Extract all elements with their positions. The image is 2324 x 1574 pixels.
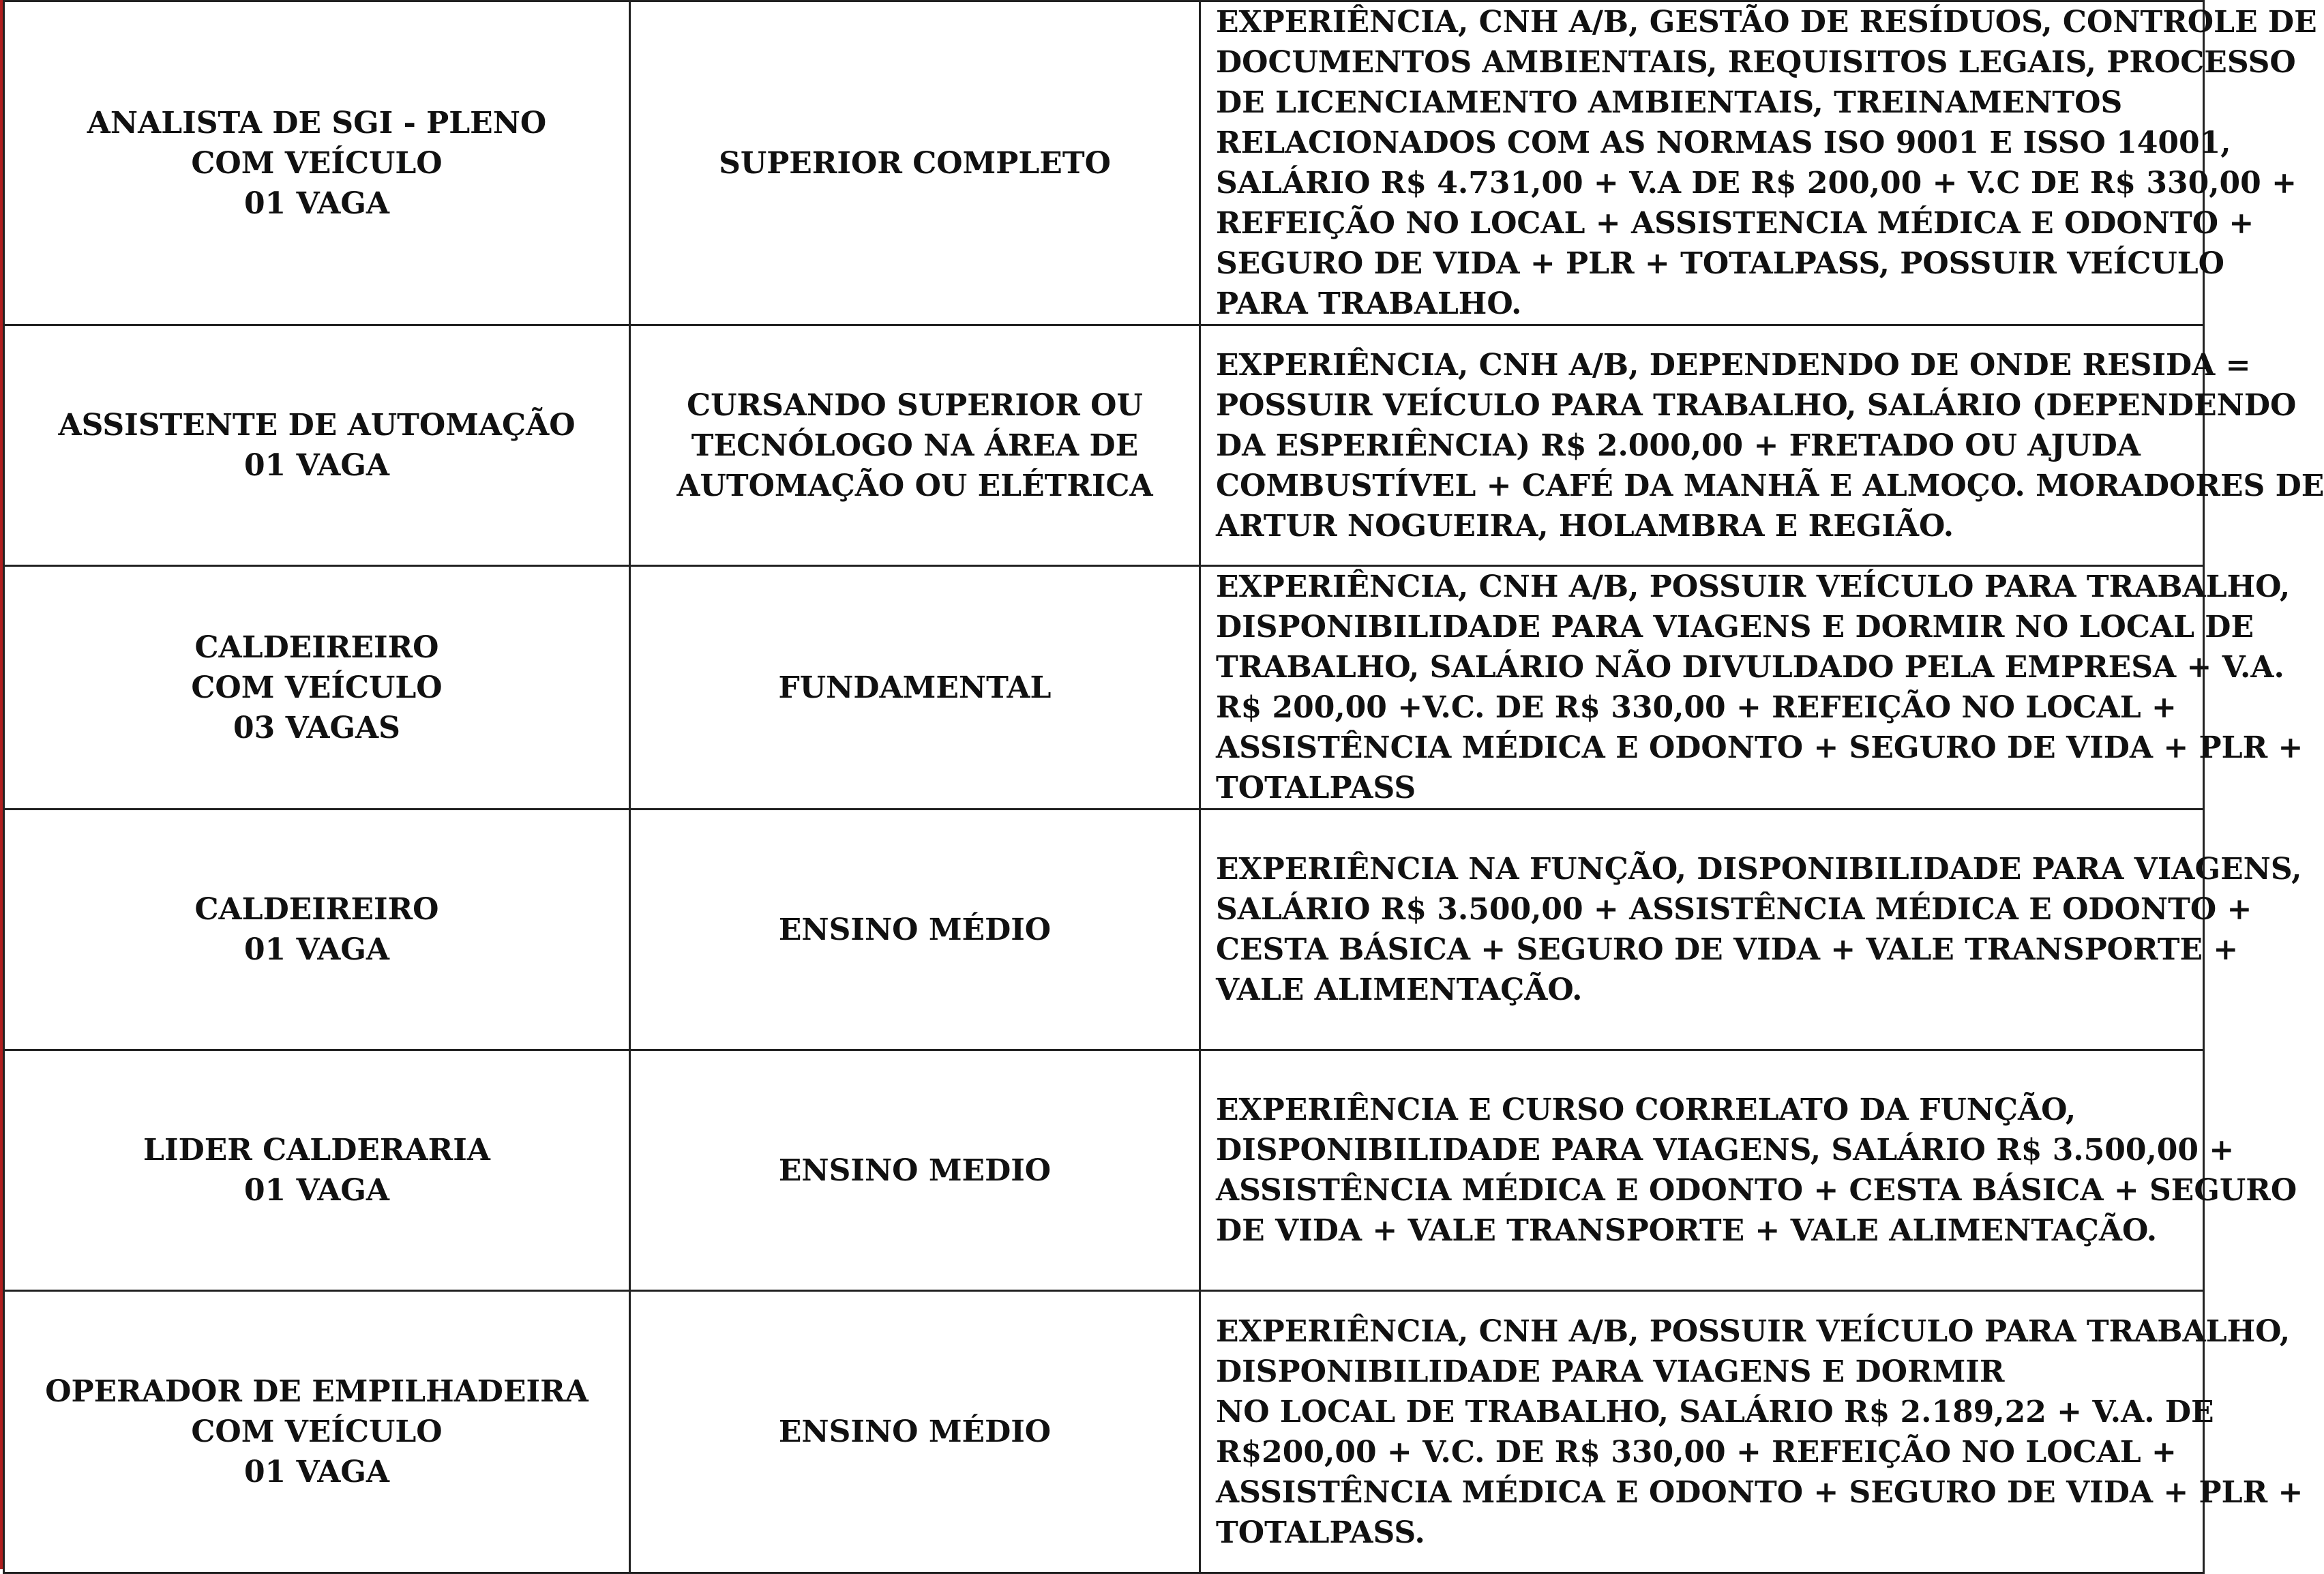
requirements-line: EXPERIÊNCIA, CNH A/B, POSSUIR VEÍCULO PARA TRABALHO,	[1216, 569, 2291, 604]
requirements-cell	[1200, 566, 2304, 810]
education-cell	[630, 325, 1200, 566]
education-cell	[630, 810, 1200, 1050]
job-title-line: 01 VAGA	[243, 1455, 390, 1489]
requirements-line: ARTUR NOGUEIRA, HOLAMBRA E REGIÃO.	[1216, 508, 1954, 544]
job-title-cell	[4, 810, 630, 1050]
requirements-line: ASSISTÊNCIA MÉDICA E ODONTO + CESTA BÁSICA + SEGURO	[1216, 1173, 2297, 1208]
requirements-line: SALÁRIO R$ 4.731,00 + V.A DE R$ 200,00 + V.C DE R$ 330,00 +	[1216, 166, 2297, 201]
requirements-line: EXPERIÊNCIA, CNH A/B, POSSUIR VEÍCULO PARA TRABALHO,	[1216, 1313, 2291, 1349]
job-title-line: COM VEÍCULO	[191, 670, 443, 705]
requirements-line: RELACIONADOS COM AS NORMAS ISO 9001 E ISSO 14001,	[1216, 125, 2231, 160]
requirements-line: R$200,00 + V.C. DE R$ 330,00 + REFEIÇÃO NO LOCAL +	[1216, 1434, 2177, 1470]
requirements-line: PARA TRABALHO.	[1216, 286, 1522, 321]
job-title-line: 03 VAGAS	[233, 710, 400, 745]
job-title-line: CALDEIREIRO	[194, 629, 439, 665]
job-title-cell	[4, 566, 630, 810]
education-line: ENSINO MEDIO	[778, 1153, 1052, 1188]
job-title-line: ANALISTA DE SGI - PLENO	[87, 105, 547, 140]
education-line: SUPERIOR COMPLETO	[719, 145, 1111, 181]
job-title-line: 01 VAGA	[243, 932, 390, 967]
job-title-line: ASSISTENTE DE AUTOMAÇÃO	[58, 408, 576, 443]
table-row	[4, 1, 2204, 325]
job-title-line: CALDEIREIRO	[194, 892, 439, 927]
job-title-line: OPERADOR DE EMPILHADEIRA	[45, 1374, 589, 1409]
job-title-line: LIDER CALDERARIA	[143, 1133, 490, 1168]
education-line: TECNÓLOGO NA ÁREA DE	[691, 428, 1139, 463]
education-line: ENSINO MÉDIO	[778, 912, 1052, 947]
job-title-line: COM VEÍCULO	[191, 145, 443, 181]
requirements-line: DA ESPERIÊNCIA) R$ 2.000,00 + FRETADO OU AJUDA	[1216, 428, 2141, 463]
education-cell	[630, 1050, 1200, 1291]
job-openings-table	[3, 0, 2324, 1574]
requirements-line: VALE ALIMENTAÇÃO.	[1216, 972, 1583, 1007]
education-line: FUNDAMENTAL	[778, 670, 1052, 705]
requirements-line: EXPERIÊNCIA NA FUNÇÃO, DISPONIBILIDADE PARA VIAGENS,	[1216, 852, 2302, 887]
requirements-line: TOTALPASS.	[1216, 1515, 1425, 1550]
job-title-line: 01 VAGA	[243, 1173, 390, 1208]
table-row	[4, 1050, 2204, 1291]
requirements-line: REFEIÇÃO NO LOCAL + ASSISTENCIA MÉDICA E ODONTO +	[1216, 206, 2254, 241]
requirements-line: NO LOCAL DE TRABALHO, SALÁRIO R$ 2.189,22 + V.A. DE	[1216, 1394, 2214, 1429]
requirements-line: COMBUSTÍVEL + CAFÉ DA MANHÃ E ALMOÇO. MORADORES DE	[1216, 468, 2324, 503]
education-cell	[630, 1, 1200, 325]
education-line: AUTOMAÇÃO OU ELÉTRICA	[676, 468, 1153, 503]
requirements-cell	[1200, 325, 2324, 566]
job-title-cell	[4, 1050, 630, 1291]
education-cell	[630, 1291, 1200, 1573]
requirements-line: EXPERIÊNCIA E CURSO CORRELATO DA FUNÇÃO,	[1216, 1093, 2076, 1127]
requirements-line: ASSISTÊNCIA MÉDICA E ODONTO + SEGURO DE VIDA + PLR +	[1216, 730, 2304, 765]
table-row	[4, 810, 2204, 1050]
job-title-cell	[4, 1291, 630, 1573]
table-row	[4, 325, 2204, 566]
education-line: ENSINO MÉDIO	[778, 1414, 1052, 1449]
requirements-line: DISPONIBILIDADE PARA VIAGENS E DORMIR	[1216, 1354, 2005, 1389]
requirements-line: DISPONIBILIDADE PARA VIAGENS, SALÁRIO R$ 3.500,00 +	[1216, 1133, 2235, 1168]
job-title-cell	[4, 1, 630, 325]
requirements-line: CESTA BÁSICA + SEGURO DE VIDA + VALE TRANSPORTE +	[1216, 932, 2239, 967]
requirements-line: DE LICENCIAMENTO AMBIENTAIS, TREINAMENTOS	[1216, 85, 2123, 120]
requirements-line: EXPERIÊNCIA, CNH A/B, GESTÃO DE RESÍDUOS, CONTROLE DE	[1216, 5, 2317, 40]
requirements-line: R$ 200,00 +V.C. DE R$ 330,00 + REFEIÇÃO NO LOCAL +	[1216, 690, 2177, 725]
job-title-line: 01 VAGA	[243, 448, 390, 483]
table-row	[4, 566, 2204, 810]
job-title-cell	[4, 325, 630, 566]
requirements-cell	[1200, 810, 2302, 1050]
requirements-cell	[1200, 1, 2317, 325]
table-row	[4, 1291, 2204, 1573]
requirements-line: SALÁRIO R$ 3.500,00 + ASSISTÊNCIA MÉDICA E ODONTO +	[1216, 892, 2252, 927]
requirements-line: DISPONIBILIDADE PARA VIAGENS E DORMIR NO LOCAL DE	[1216, 610, 2254, 644]
requirements-cell	[1200, 1291, 2304, 1573]
requirements-line: EXPERIÊNCIA, CNH A/B, DEPENDENDO DE ONDE RESIDA =	[1216, 347, 2251, 383]
education-line: CURSANDO SUPERIOR OU	[687, 387, 1143, 423]
requirements-line: ASSISTÊNCIA MÉDICA E ODONTO + SEGURO DE VIDA + PLR +	[1216, 1474, 2304, 1510]
requirements-line: DOCUMENTOS AMBIENTAIS, REQUISITOS LEGAIS, PROCESSO	[1216, 45, 2296, 80]
requirements-line: DE VIDA + VALE TRANSPORTE + VALE ALIMENTAÇÃO.	[1216, 1213, 2158, 1248]
requirements-line: TRABALHO, SALÁRIO NÃO DIVULDADO PELA EMPRESA + V.A.	[1216, 650, 2284, 685]
job-title-line: COM VEÍCULO	[191, 1414, 443, 1449]
requirements-line: TOTALPASS	[1216, 771, 1416, 805]
education-cell	[630, 566, 1200, 810]
requirements-line: SEGURO DE VIDA + PLR + TOTALPASS, POSSUIR VEÍCULO	[1216, 246, 2225, 281]
requirements-line: POSSUIR VEÍCULO PARA TRABALHO, SALÁRIO (DEPENDENDO	[1216, 387, 2297, 423]
job-title-line: 01 VAGA	[243, 185, 390, 221]
requirements-cell	[1200, 1050, 2297, 1291]
